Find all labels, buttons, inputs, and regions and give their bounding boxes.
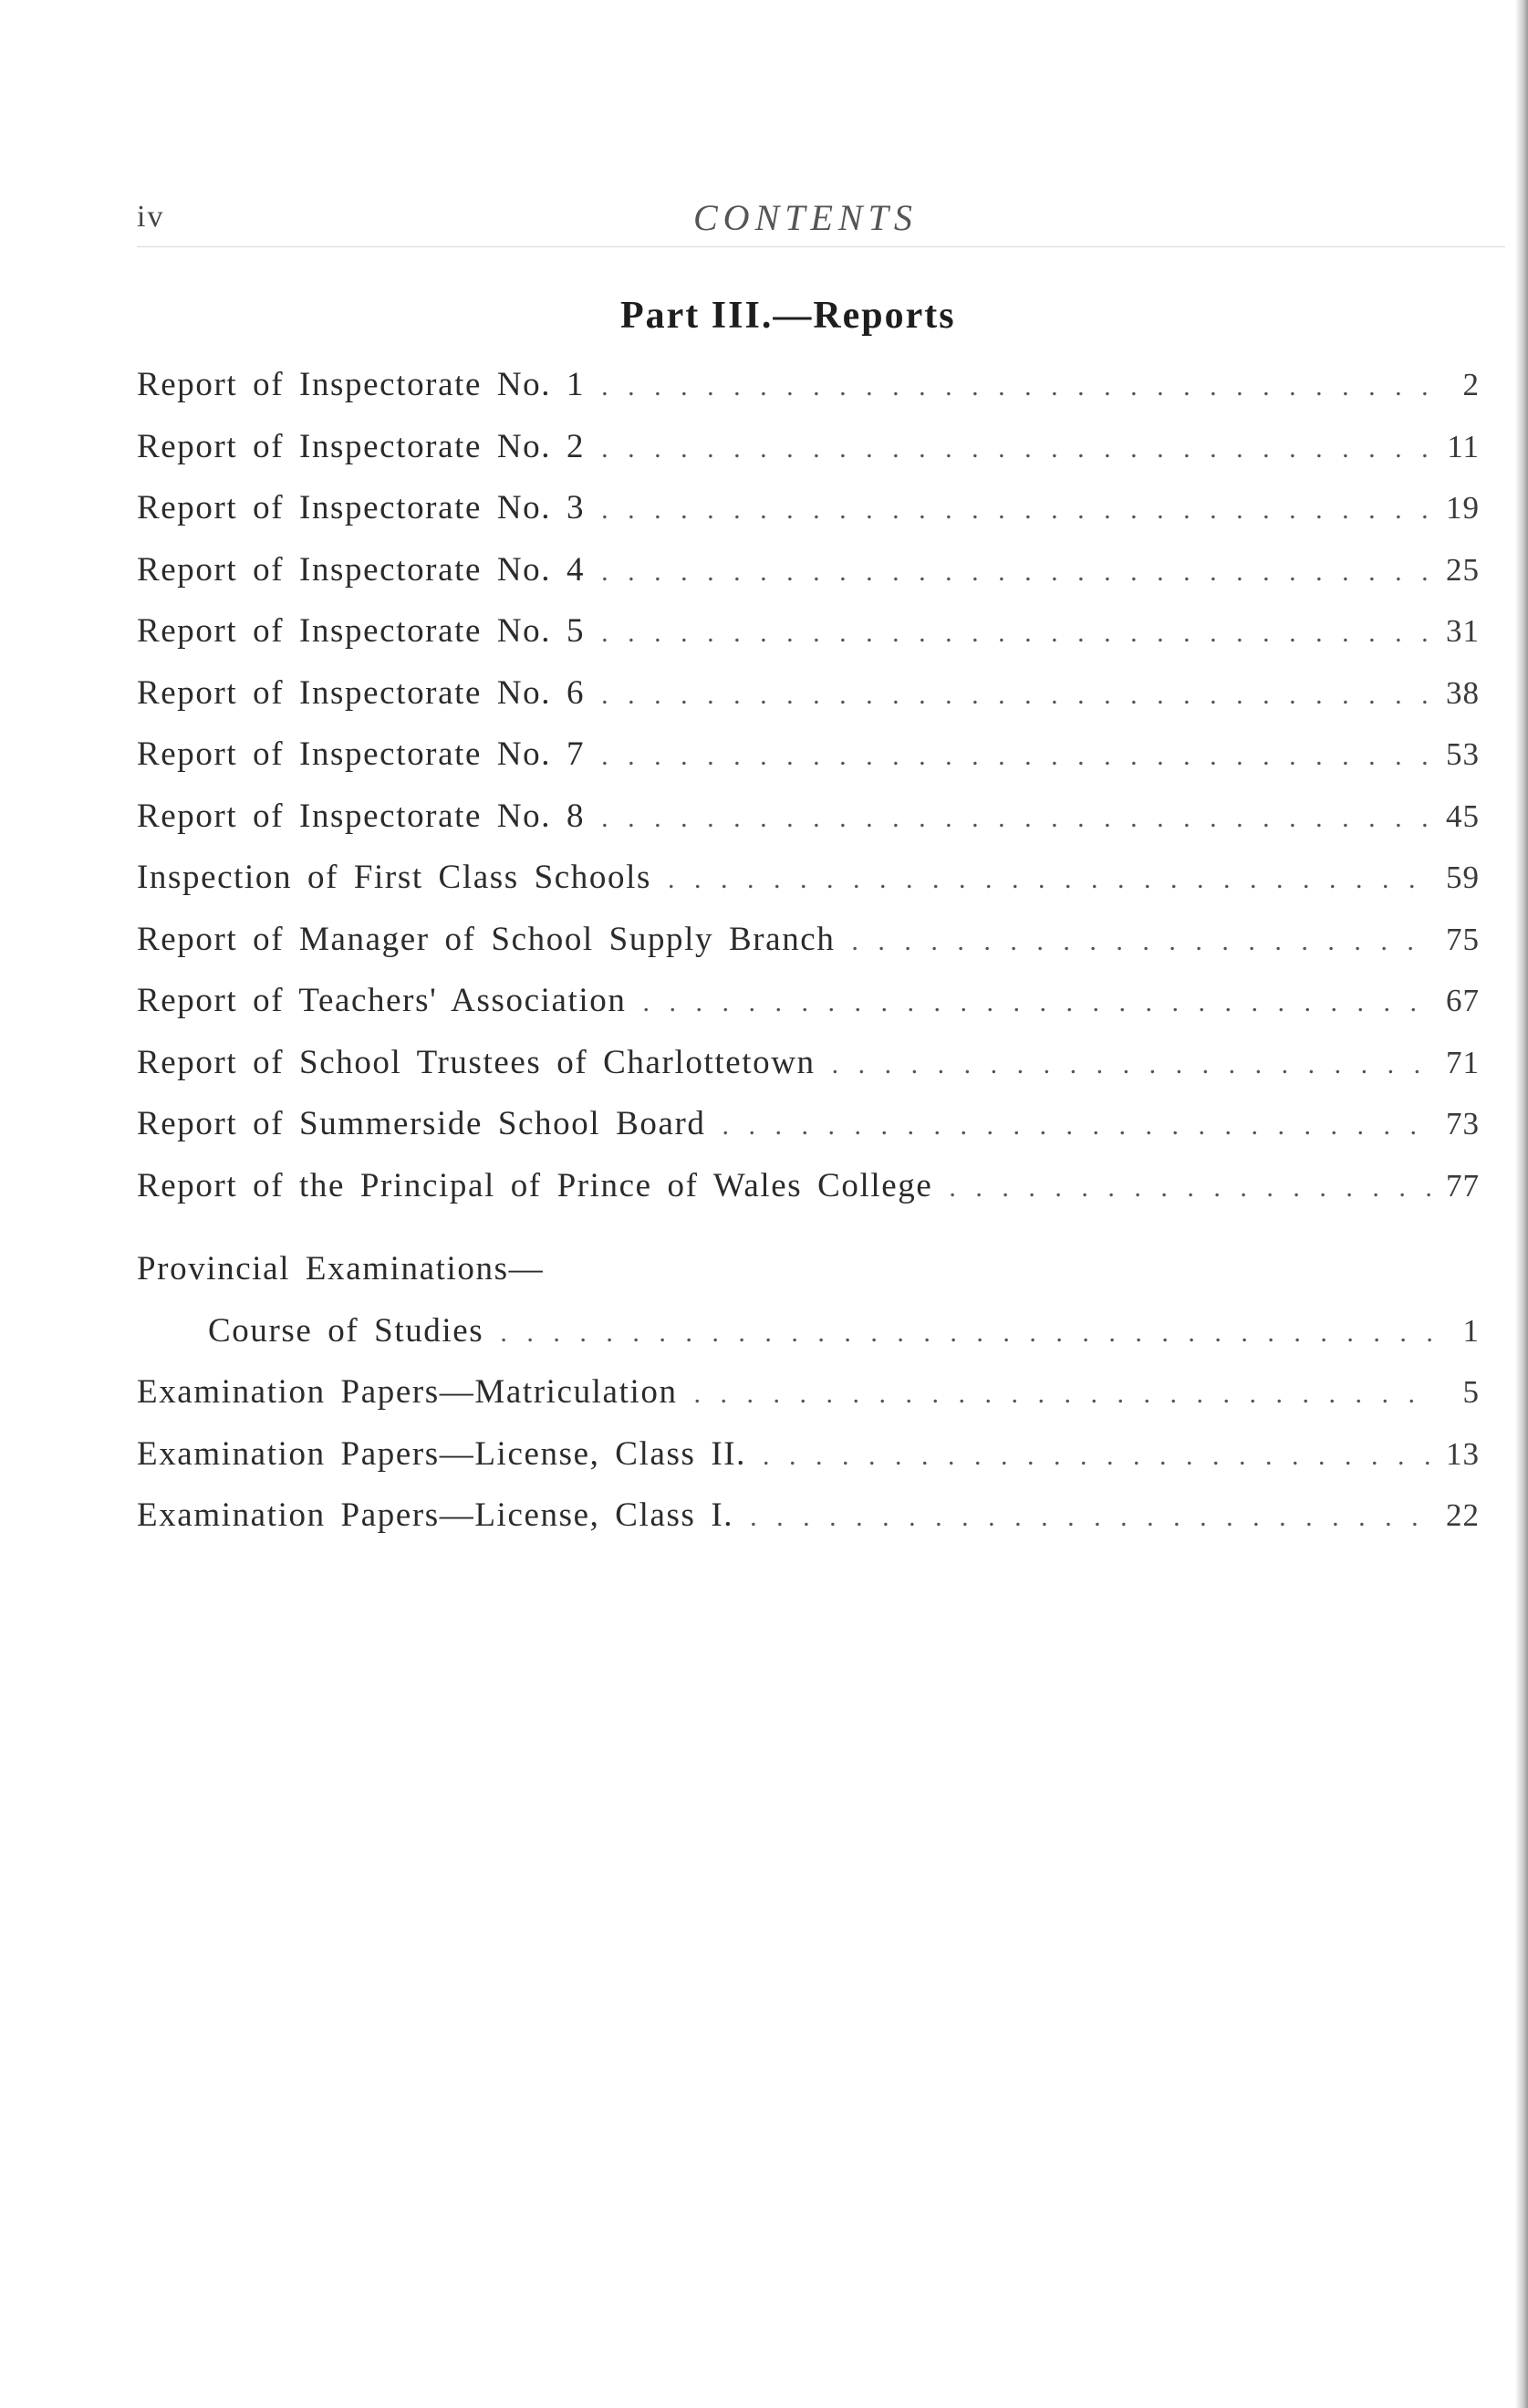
toc-entry-page: 73 [1446,1106,1480,1141]
toc-entry-label: Report of Summerside School Board [137,1105,706,1142]
toc-entry-label: Inspection of First Class Schools [137,859,651,896]
toc-entry-label: Report of Manager of School Supply Branch [137,920,836,958]
toc-entry-label: Report of Teachers' Association [137,982,627,1019]
toc-entry [137,1032,1480,1094]
toc-entry [137,662,1480,724]
toc-entry [137,1093,1480,1155]
toc-entry [137,354,1480,416]
examinations-heading: Provincial Examinations— [137,1250,545,1287]
toc-entry-label: Report of School Trustees of Charlottetown [137,1043,816,1081]
dot-leader [601,541,1432,603]
toc-entry [137,909,1480,971]
dot-leader [601,356,1432,418]
dot-leader [601,479,1432,541]
toc-entry [137,1155,1480,1217]
dot-leader [601,418,1432,480]
dot-leader [668,849,1432,911]
dot-leader [832,1034,1432,1096]
page-spine-shadow [1515,0,1528,2408]
toc-entry-label: Examination Papers—License, Class II. [137,1434,747,1473]
table-of-contents [137,354,1480,1547]
toc-entry [137,600,1480,662]
toc-entry-label: Report of Inspectorate No. 6 [137,673,586,712]
toc-entry-label: Course of Studies [208,1311,484,1350]
toc-entry-label: Examination Papers—License, Class I. [137,1496,734,1534]
dot-leader [949,1157,1432,1219]
dot-leader [601,602,1432,664]
dot-leader [750,1486,1432,1548]
dot-leader [500,1302,1432,1364]
toc-entry [137,416,1480,478]
dot-leader [601,664,1432,726]
dot-leader [694,1363,1432,1425]
toc-entry [137,847,1480,909]
dot-leader [642,972,1432,1034]
running-head: CONTENTS [693,197,918,238]
toc-entry-label: Examination Papers—Matriculation [137,1373,678,1411]
toc-entry-label: Report of Inspectorate No. 8 [137,797,586,835]
part-title: Part III.—Reports [620,295,956,337]
page-number: iv [137,200,165,234]
dot-leader [601,725,1432,787]
toc-entry-page: 77 [1446,1167,1480,1204]
toc-entry-label: Report of Inspectorate No. 7 [137,735,586,773]
dot-leader [851,911,1432,973]
dot-leader [763,1425,1432,1487]
toc-entry-page: 53 [1446,736,1480,772]
toc-entry-page: 45 [1446,797,1480,834]
header-rule [137,246,1505,247]
toc-entry-page: 25 [1446,551,1480,588]
toc-entry-label: Report of the Principal of Prince of Wales College [137,1166,933,1204]
section-gap [137,1216,1480,1238]
page-header [137,196,1505,251]
toc-entry-page: 22 [1446,1497,1480,1533]
toc-entry [137,1423,1480,1485]
toc-entry [137,1300,1480,1362]
toc-entry-page: 13 [1446,1435,1480,1472]
toc-entry-label: Report of Inspectorate No. 3 [137,489,586,526]
toc-entry-label: Report of Inspectorate No. 5 [137,612,586,650]
toc-entry-page: 19 [1446,490,1480,526]
toc-entry-page: 71 [1446,1044,1480,1080]
toc-entry [137,1361,1480,1423]
toc-entry-page: 38 [1446,674,1480,711]
toc-entry [137,539,1480,601]
toc-entry-page: 2 [1462,367,1480,402]
toc-entry-page: 75 [1446,921,1480,957]
dot-leader [601,787,1432,850]
toc-entry [137,477,1480,539]
toc-entry-page: 11 [1447,428,1480,464]
dot-leader [722,1095,1432,1157]
toc-entry [137,724,1480,786]
toc-entry [137,1485,1480,1547]
toc-entry-label: Report of Inspectorate No. 1 [137,366,586,403]
toc-entry [137,970,1480,1032]
toc-entry [137,786,1480,848]
toc-entry-label: Report of Inspectorate No. 4 [137,550,586,589]
toc-entry-page: 59 [1446,860,1480,895]
toc-entry-page: 1 [1462,1312,1480,1349]
toc-entry-page: 31 [1446,613,1480,649]
toc-entry-label: Report of Inspectorate No. 2 [137,427,586,465]
toc-entry-page: 67 [1446,983,1480,1018]
toc-entry-page: 5 [1462,1374,1480,1410]
